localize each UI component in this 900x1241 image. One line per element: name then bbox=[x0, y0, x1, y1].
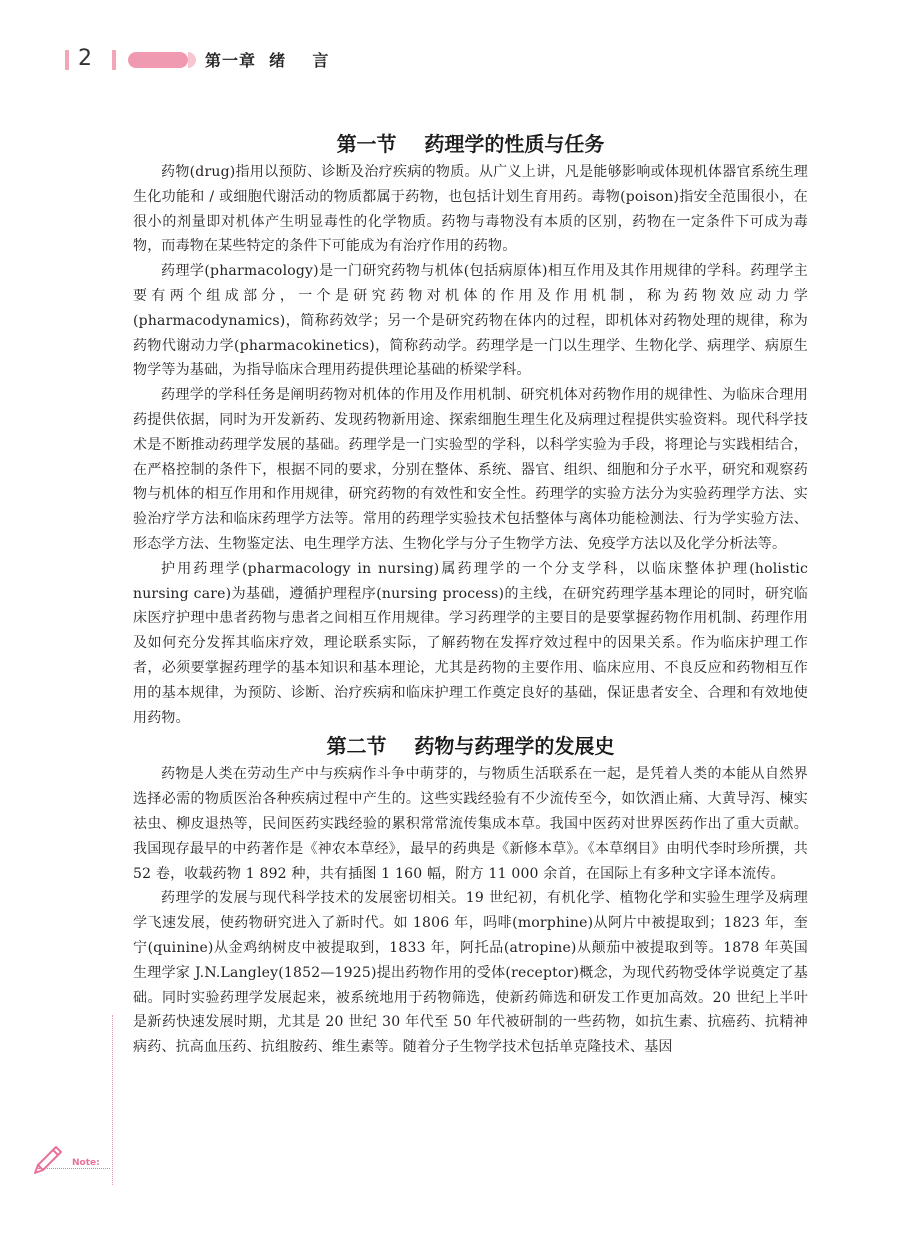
section-title: 第一节 药理学的性质与任务 bbox=[336, 132, 605, 156]
paragraph: 护用药理学(pharmacology in nursing)属药理学的一个分支学科，以临床整体护理(holistic nursing care)为基础，遵循护理程序(nursing process)的主线，在研究药理学基本理论的同时，研究临床医疗护理中患者药物与患者之间相互作用规律。学习药理学的主要目的是要掌握药物作用机制、药理作用及如何充分发挥其临床疗效，理论联系实际，了解药物在发挥疗效过程中的因果关系。作为临床护理工作者，必须要掌握药理学的基本知识和基本理论，尤其是药物的主要作用、临床应用、不良反应和药物相互作用的基本规律，为预防、诊断、治疗疾病和临床护理工作奠定良好的基础，保证患者安全、合理和有效地使用药物。 bbox=[133, 560, 808, 726]
page-body bbox=[133, 128, 808, 1060]
paragraph: 药物(drug)指用以预防、诊断及治疗疾病的物质。从广义上讲，凡是能够影响或体现机体器官系统生理生化功能和 / 或细胞代谢活动的物质都属于药物，也包括计划生育用药。毒物(poison)指安全范围很小，在很小的剂量即对机体产生明显毒性的化学物质。药物与毒物没有本质的区别，药物在一定条件下可成为毒物，而毒物在某些特定的条件下可能成为有治疗作用的药物。 bbox=[133, 164, 808, 255]
chapter-title: 第一章 绪 言 bbox=[205, 51, 330, 70]
paragraph: 药理学(pharmacology)是一门研究药物与机体(包括病原体)相互作用及其作用规律的学科。药理学主要有两个组成部分，一个是研究药物对机体的作用及作用机制，称为药物效应动力学(pharmacodynamics)，简称药效学；另一个是研究药物在体内的过程，即机体对药物处理的规律，称为药物代谢动力学(pharmacokinetics)，简称药动学。药理学是一门以生理学、生物化学、病理学、病原生物学等为基础，为指导临床合理用药提供理论基础的桥梁学科。 bbox=[133, 263, 808, 379]
paragraph: 药物是人类在劳动生产中与疾病作斗争中萌芽的，与物质生活联系在一起，是凭着人类的本能从自然界选择必需的物质医治各种疾病过程中产生的。这些实践经验有不少流传至今，如饮酒止痛、大黄导泻、楝实祛虫、柳皮退热等，民间医药实践经验的累积常常流传集成本草。我国中医药对世界医药作出了重大贡献。我国现存最早的中药著作是《神农本草经》，最早的药典是《新修本草》。《本草纲目》由明代李时珍所撰，共 52 卷，收载药物 1 892 种，共有插图 1 160 幅，附方 11 000 余首，在国际上有多种文字译本流传。 bbox=[133, 766, 808, 882]
section-title: 第二节 药物与药理学的发展史 bbox=[326, 734, 615, 759]
header-divider-bar bbox=[112, 50, 116, 70]
page-header bbox=[0, 0, 900, 80]
paragraph: 药理学的发展与现代科学技术的发展密切相关。19 世纪初，有机化学、植物化学和实验生理学及病理学飞速发展，使药物研究进入了新时代。如 1806 年，吗啡(morphine)从阿片中被提取到；1823 年，奎宁(quinine)从金鸡纳树皮中被提取到，1833 年，阿托品(atropine)从颠茄中被提取到等。1878 年英国生理学家 J.N.Langley(1852—1925)提出药物作用的受体(receptor)概念，为现代药物受体学说奠定了基础。同时实验药理学发展起来，被系统地用于药物筛选，使新药筛选和研发工作更加高效。20 世纪上半叶是新药快速发展时期，尤其是 20 世纪 30 年代至 50 年代被研制的一些药物，如抗生素、抗癌药、抗精神病药、抗高血压药、抗组胺药、维生素等。随着分子生物学技术包括单克隆技术、基因 bbox=[133, 890, 808, 1056]
note-underline bbox=[38, 1168, 110, 1169]
header-left-bar bbox=[65, 50, 69, 70]
paragraph: 药理学的学科任务是阐明药物对机体的作用及作用机制、研究机体对药物作用的规律性、为临床合理用药提供依据，同时为开发新药、发现药物新用途、探索细胞生理生化及病理过程提供实验资料。现代科学技术是不断推动药理学发展的基础。药理学是一门实验型的学科，以科学实验为手段，将理论与实践相结合，在严格控制的条件下，根据不同的要求，分别在整体、系统、器官、组织、细胞和分子水平，研究和观察药物与机体的相互作用和作用规律，研究药物的有效性和安全性。药理学的实验方法分为实验药理学方法、实验治疗学方法和临床药理学方法等。常用的药理学实验技术包括整体与离体功能检测法、行为学实验方法、形态学方法、生物鉴定法、电生理学方法、生物化学与分子生物学方法、免疫学方法以及化学分析法等。 bbox=[133, 387, 808, 552]
note-label: Note: bbox=[72, 1158, 100, 1168]
margin-dotted-line bbox=[112, 1015, 113, 1185]
pen-icon bbox=[30, 1135, 70, 1175]
header-decor-pill bbox=[128, 52, 188, 68]
page-number: 2 bbox=[78, 46, 92, 71]
header-decor-pill-fade bbox=[188, 52, 196, 68]
